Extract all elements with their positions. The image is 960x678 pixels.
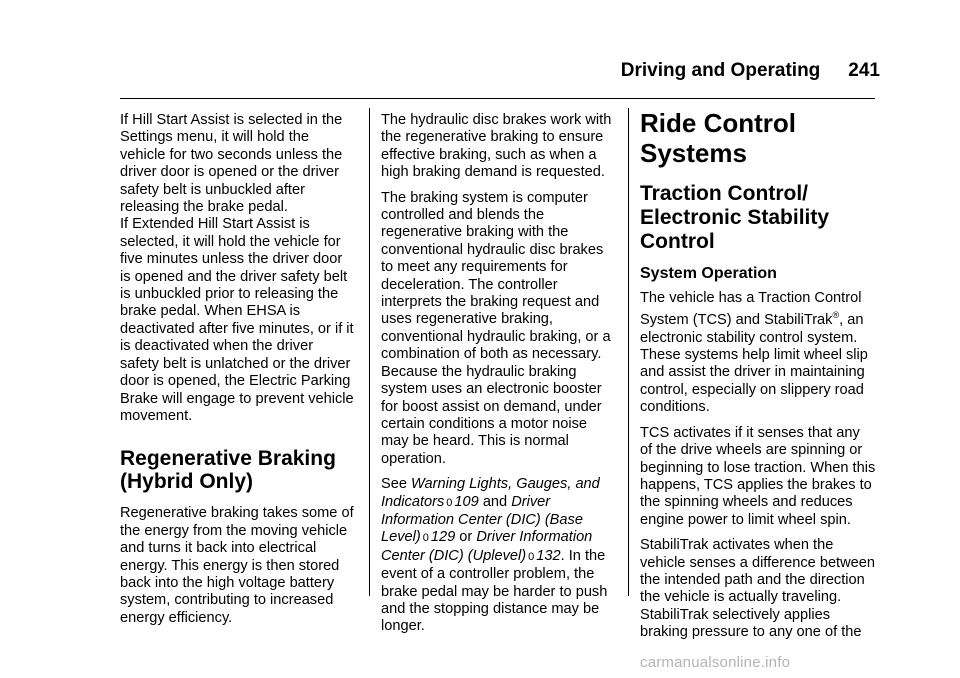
text-line: movement. <box>120 407 193 424</box>
column-left <box>120 112 356 635</box>
text-line: safety belt is unlatched or the driver <box>120 355 351 372</box>
text-line: and assist the driver in maintaining <box>640 364 865 381</box>
text-line: is deactivated when the driver <box>120 338 314 355</box>
column-middle <box>381 112 617 644</box>
header-rule <box>120 98 875 99</box>
stabilitrak-paragraph <box>640 537 878 641</box>
text-line: the intended path and the direction <box>640 571 865 588</box>
text-line: of the drive wheels are spinning or <box>640 442 863 459</box>
regenerative-braking-heading: Regenerative Braking (Hybrid Only) <box>120 447 336 494</box>
text-line: the vehicle is actually traveling. <box>640 589 842 606</box>
section-title: Driving and Operating <box>620 60 821 81</box>
column-divider <box>628 108 629 596</box>
text-line: may be heard. This is normal <box>381 433 569 450</box>
text-line: for boost assist on demand, under <box>381 398 602 415</box>
page-header <box>620 60 880 82</box>
text-line: electronic stability control system. <box>640 329 858 346</box>
column-right <box>640 108 878 650</box>
text-line: vehicle senses a difference between <box>640 554 876 571</box>
text-line: door is opened, the Electric Parking <box>120 373 351 390</box>
hydraulic-paragraph <box>381 112 617 182</box>
see-references-paragraph: See Warning Lights, Gauges, and Indicators 0 109 and Driver Information Center (DIC) (Base Level) 0 129 or Driver Information Center (DIC) (Uplevel) 0 132. In the event of a controller problem, the brake pedal may be harder to push and the stopping distance may be longer. <box>381 476 617 636</box>
text-line: selected, it will hold the vehicle for <box>120 233 341 250</box>
text-line: is opened and the driver safety belt <box>120 268 348 285</box>
text-line: back into the high voltage battery <box>120 574 335 591</box>
reference-link[interactable]: Driver <box>511 493 551 510</box>
text-line: releasing the brake pedal. <box>120 199 288 216</box>
tcs-intro-paragraph: The vehicle has a Traction Control System (TCS) and StabiliTrak®, an electronic stability control system. These systems help limit wheel slip and assist the driver in maintaining control, especially on slippery road conditions. <box>640 290 878 417</box>
text-line: effective braking, such as when a <box>381 146 597 163</box>
text-line: These systems help limit wheel slip <box>640 347 868 364</box>
text-line: vehicle for two seconds unless the <box>120 146 343 163</box>
page-ref-icon: 0 <box>446 496 453 509</box>
page-ref-icon: 0 <box>528 550 535 563</box>
text-line: braking pressure to any one of the <box>640 624 862 641</box>
text-line: the spinning wheels and reduces <box>640 494 853 511</box>
text-line: conventional hydraulic disc brakes <box>381 241 604 258</box>
text-line: interprets the braking request and <box>381 294 600 311</box>
text-line: event of a controller problem, the <box>381 566 595 583</box>
text-line: deceleration. The controller <box>381 276 558 293</box>
text-line: energy efficiency. <box>120 609 233 626</box>
hill-start-paragraph <box>120 112 356 425</box>
text-line: conventional hydraulic braking, or a <box>381 328 611 345</box>
text-line: Brake will engage to prevent vehicle <box>120 390 354 407</box>
text-line: If Hill Start Assist is selected in the <box>120 112 343 128</box>
reference-link[interactable]: Driver Information <box>476 529 593 546</box>
text-line: Because the hydraulic braking <box>381 363 577 380</box>
reference-link[interactable]: Center (DIC) (Uplevel) <box>381 547 527 564</box>
column-divider <box>369 108 370 596</box>
system-operation-heading: System Operation <box>640 265 777 282</box>
text-line: and the stopping distance may be <box>381 600 600 617</box>
text-line: beginning to lose traction. When this <box>640 459 876 476</box>
text-line: engine power to limit wheel spin. <box>640 511 851 528</box>
page-ref-number[interactable]: 109 <box>454 493 479 510</box>
text-line: operation. <box>381 450 446 467</box>
reference-link[interactable]: Level) <box>381 529 421 546</box>
text-line: the energy from the moving vehicle <box>120 522 348 539</box>
reference-link[interactable]: Information Center (DIC) (Base <box>381 511 583 528</box>
text-line: high braking demand is requested. <box>381 164 605 181</box>
text-line: If Extended Hill Start Assist is <box>120 216 310 233</box>
text-line: to meet any requirements for <box>381 259 568 276</box>
text-line: StabiliTrak selectively applies <box>640 606 831 623</box>
page-number: 241 <box>848 60 880 81</box>
text-line: the regenerative braking to ensure <box>381 129 604 146</box>
text-line: happens, TCS applies the brakes to <box>640 476 872 493</box>
text-line: Regenerative braking takes some of <box>120 505 354 522</box>
text-line: deactivated after five minutes, or if it <box>120 320 354 337</box>
page-ref-number[interactable]: 132 <box>536 547 561 564</box>
text-line: system uses an electronic booster <box>381 381 602 398</box>
tcs-activates-paragraph <box>640 425 878 529</box>
text-line: safety belt is unbuckled after <box>120 181 305 198</box>
text-line: control, especially on slippery road <box>640 381 864 398</box>
text-line: is unbuckled prior to releasing the <box>120 286 339 303</box>
text-line: The braking system is computer <box>381 189 588 206</box>
reference-link[interactable]: Indicators <box>381 493 445 510</box>
text-line: and turns it back into electrical <box>120 540 317 557</box>
text-line: controlled and blends the <box>381 207 545 224</box>
text-line: Settings menu, it will hold the <box>120 129 310 146</box>
text-line: brake pedal. When EHSA is <box>120 303 301 320</box>
ride-control-heading: Ride Control Systems <box>640 108 796 168</box>
text-line: energy. This energy is then stored <box>120 557 340 574</box>
text-line: uses regenerative braking, <box>381 311 553 328</box>
text-line: regenerative braking with the <box>381 224 569 241</box>
text-line: driver door is opened or the driver <box>120 164 340 181</box>
text-line: StabiliTrak activates when the <box>640 537 834 554</box>
text-line: brake pedal may be harder to push <box>381 583 608 600</box>
page-ref-icon: 0 <box>422 532 429 545</box>
text-line: combination of both as necessary. <box>381 346 602 363</box>
regenerative-paragraph <box>120 505 356 627</box>
watermark: carmanualsonline.info <box>640 654 791 671</box>
text-line: system, contributing to increased <box>120 592 334 609</box>
traction-control-heading: Traction Control/ Electronic Stability Control <box>640 182 830 253</box>
text-line: The hydraulic disc brakes work with <box>381 112 612 128</box>
reference-link[interactable]: Warning Lights, Gauges, and <box>411 476 600 493</box>
text-line: five minutes unless the driver door <box>120 251 343 268</box>
page-ref-number[interactable]: 129 <box>430 529 456 546</box>
text-line: TCS activates if it senses that any <box>640 424 860 441</box>
text-line: certain conditions a motor noise <box>381 415 588 432</box>
braking-system-paragraph <box>381 190 617 469</box>
text-line: longer. <box>381 618 425 635</box>
text-line: conditions. <box>640 399 710 416</box>
